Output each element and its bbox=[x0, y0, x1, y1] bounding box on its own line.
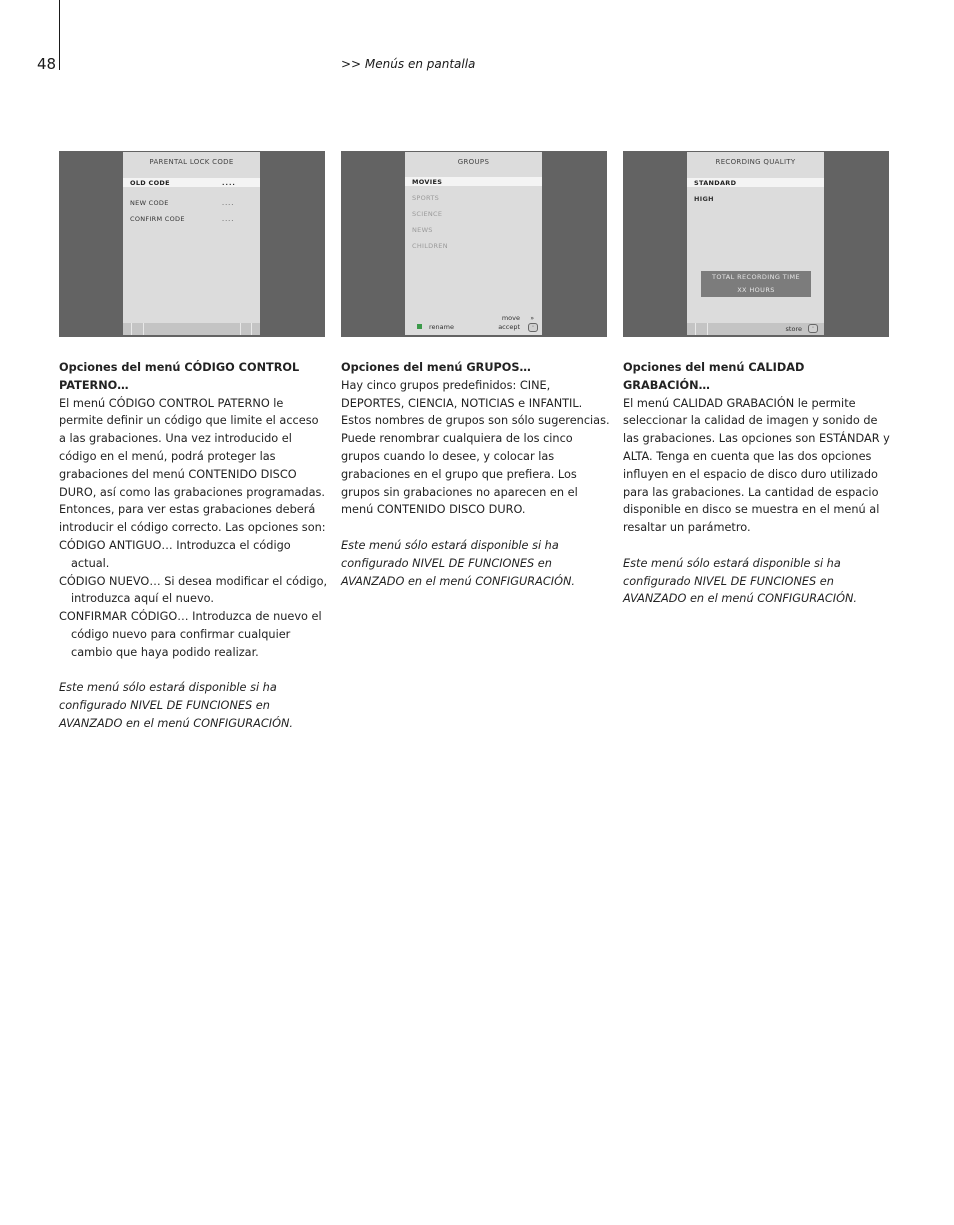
menu-bottom-bar bbox=[123, 323, 260, 335]
quality-item-high[interactable]: HIGH bbox=[694, 195, 714, 203]
old-code-value: .... bbox=[222, 179, 236, 187]
group-item-movies[interactable]: MOVIES bbox=[405, 177, 542, 186]
groups-screen bbox=[341, 151, 607, 337]
group-item-science[interactable]: SCIENCE bbox=[412, 210, 443, 218]
quality-item-standard[interactable]: STANDARD bbox=[687, 178, 824, 187]
section-note: Este menú sólo estará disponible si ha configurado NIVEL DE FUNCIONES en AVANZADO en el menú CONFIGURACIÓN. bbox=[341, 538, 576, 588]
old-code-row[interactable] bbox=[123, 178, 260, 187]
groups-text bbox=[341, 359, 611, 590]
group-item-children[interactable]: CHILDREN bbox=[412, 242, 448, 250]
page-number: 48 bbox=[37, 55, 57, 73]
store-label: store bbox=[785, 325, 802, 333]
parental-lock-text bbox=[59, 359, 329, 733]
section-body: Hay cinco grupos predefinidos: CINE, DEPORTES, CIENCIA, NOTICIAS e INFANTIL. Estos nombres de grupos son sólo sugerencias. Puede renombrar cualquiera de los cinco grupos cuando lo desee, y colocar las grabaciones en el grupo que prefiera. Los grupos sin grabaciones no aparecen en el menú CONTENIDO DISCO DURO. bbox=[341, 378, 610, 517]
section-body: El menú CÓDIGO CONTROL PATERNO le permite definir un código que limite el acceso a las grabaciones. Una vez introducido el código en el menú, podrá proteger las grabaciones del menú CONTENIDO DISCO DURO, así como las grabaciones programadas. Entonces, para ver estas grabaciones deberá introducir el código correcto. Las opciones son: bbox=[59, 396, 326, 535]
new-code-value: .... bbox=[222, 199, 235, 207]
groups-menu bbox=[405, 152, 542, 335]
old-code-label: OLD CODE bbox=[130, 179, 170, 187]
menu-bottom-bar bbox=[687, 323, 824, 335]
section-note: Este menú sólo estará disponible si ha configurado NIVEL DE FUNCIONES en AVANZADO en el menú CONFIGURACIÓN. bbox=[623, 556, 858, 606]
option-old-code: CÓDIGO ANTIGUO… Introduzca el código actual. bbox=[59, 538, 291, 570]
margin-rule bbox=[59, 0, 60, 70]
go-button-icon: ◦ bbox=[528, 323, 538, 332]
group-item-sports[interactable]: SPORTS bbox=[412, 194, 440, 202]
new-code-label: NEW CODE bbox=[130, 199, 169, 207]
recording-quality-text bbox=[623, 359, 893, 608]
recording-time-label: TOTAL RECORDING TIME bbox=[712, 273, 800, 281]
new-code-row[interactable] bbox=[123, 198, 260, 207]
parental-lock-screen bbox=[59, 151, 325, 337]
go-button-icon: ◦ bbox=[808, 324, 818, 333]
recording-time-value: XX HOURS bbox=[737, 286, 775, 294]
move-label: move bbox=[501, 314, 520, 322]
fast-forward-icon: » bbox=[530, 315, 534, 322]
option-new-code: CÓDIGO NUEVO… Si desea modificar el código, introduzca aquí el nuevo. bbox=[59, 574, 328, 606]
menu-title: GROUPS bbox=[457, 158, 490, 166]
parental-lock-menu bbox=[123, 152, 260, 335]
menu-title: PARENTAL LOCK CODE bbox=[149, 158, 234, 166]
confirm-code-label: CONFIRM CODE bbox=[130, 215, 185, 223]
section-heading: Opciones del menú CALIDAD GRABACIÓN… bbox=[623, 361, 805, 392]
confirm-code-value: .... bbox=[222, 215, 235, 223]
option-confirm-code: CONFIRMAR CÓDIGO… Introduzca de nuevo el código nuevo para confirmar cualquier cambio que haya podido realizar. bbox=[59, 610, 322, 659]
section-body: El menú CALIDAD GRABACIÓN le permite seleccionar la calidad de imagen y sonido de las grabaciones. Las opciones son ESTÁNDAR y ALTA. Tenga en cuenta que las dos opciones influyen en el espacio de disco duro utilizado para las grabaciones. La cantidad de espacio disponible en disco se muestra en el menú al resaltar un parámetro. bbox=[623, 396, 890, 535]
group-item-news[interactable]: NEWS bbox=[412, 226, 433, 234]
recording-quality-menu bbox=[687, 152, 824, 335]
section-note: Este menú sólo estará disponible si ha configurado NIVEL DE FUNCIONES en AVANZADO en el menú CONFIGURACIÓN. bbox=[59, 681, 294, 730]
green-button-icon bbox=[417, 324, 422, 329]
section-heading: Opciones del menú CÓDIGO CONTROL PATERNO… bbox=[59, 361, 300, 392]
recording-time-box bbox=[701, 271, 811, 297]
recording-quality-screen bbox=[623, 151, 889, 337]
confirm-code-row[interactable] bbox=[123, 214, 260, 223]
section-heading: Opciones del menú GRUPOS… bbox=[341, 361, 531, 374]
rename-label: rename bbox=[429, 323, 454, 331]
menu-title: RECORDING QUALITY bbox=[715, 158, 796, 166]
accept-label: accept bbox=[498, 323, 520, 331]
running-header: >> Menús en pantalla bbox=[341, 57, 476, 71]
